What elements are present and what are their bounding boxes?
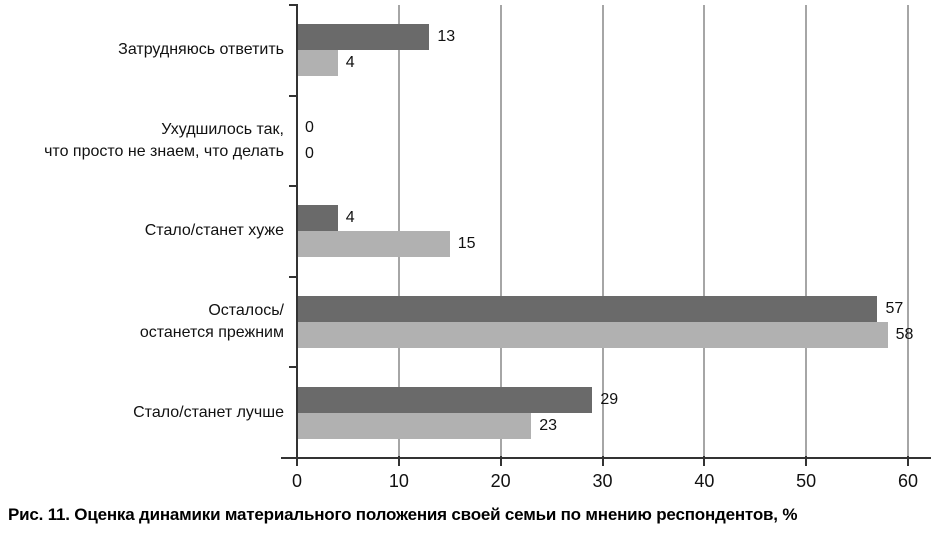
bar-dark-gray <box>297 205 338 231</box>
bar-value-label: 4 <box>345 54 355 72</box>
bar-light-gray <box>297 322 888 348</box>
bar-line <box>297 141 908 167</box>
bar-value-label: 15 <box>457 235 476 253</box>
x-axis-tick <box>805 456 807 466</box>
x-axis-tick <box>703 456 705 466</box>
bar-line <box>297 296 908 322</box>
category-label <box>0 96 297 187</box>
figure-caption: Рис. 11. Оценка динамики материального положения своей семьи по мнению респондентов, % <box>8 505 798 524</box>
x-tick-label: 30 <box>592 471 613 491</box>
category-label-line: останется прежним <box>139 324 284 342</box>
bar-row <box>297 96 908 187</box>
bar-row <box>297 186 908 277</box>
bar-line <box>297 24 908 50</box>
x-tick-label: 50 <box>796 471 817 491</box>
category-label-line: Ухудшилось так, <box>161 120 284 138</box>
bar-value-label: 13 <box>437 28 456 46</box>
x-axis-tick <box>907 456 909 466</box>
bar-line <box>297 205 908 231</box>
y-axis-tick <box>289 4 297 6</box>
x-axis-tick <box>602 456 604 466</box>
plot-area <box>297 5 914 458</box>
bar-value-label: 23 <box>539 416 557 434</box>
category-label <box>0 367 297 458</box>
category-label <box>0 186 297 277</box>
bar-line <box>297 50 908 76</box>
bar-light-gray <box>297 413 531 439</box>
bar-value-label: 0 <box>305 144 314 162</box>
bar-light-gray <box>297 50 338 76</box>
category-label <box>0 277 297 368</box>
bar-dark-gray <box>297 387 592 413</box>
bar-row <box>297 5 908 96</box>
bar-dark-gray <box>297 296 877 322</box>
x-tick-label: 40 <box>694 471 715 491</box>
bar-line <box>297 115 908 141</box>
x-tick-label: 0 <box>291 471 303 491</box>
category-labels <box>0 5 297 458</box>
bar-row <box>297 367 908 458</box>
y-axis-tick <box>289 185 297 187</box>
y-axis-tick <box>289 366 297 368</box>
bar-value-label: 57 <box>885 300 904 318</box>
category-label-line: Стало/станет лучше <box>133 403 284 421</box>
x-tick-label: 60 <box>897 471 919 491</box>
category-label-line: Затрудняюсь ответить <box>118 41 284 59</box>
x-axis-labels <box>291 471 919 495</box>
x-tick-label: 10 <box>388 471 409 491</box>
y-axis-tick <box>289 276 297 278</box>
bar-row <box>297 277 914 368</box>
category-label-line: Осталось/ <box>208 302 284 320</box>
bar-line <box>297 231 908 257</box>
y-axis-ticks <box>289 5 297 458</box>
x-axis-tick <box>398 456 400 466</box>
bar-line <box>297 387 908 413</box>
x-axis-ticks <box>297 456 908 466</box>
bar-line <box>297 322 914 348</box>
bar-light-gray <box>297 231 450 257</box>
bar-value-label: 29 <box>600 390 619 408</box>
x-tick-label: 20 <box>490 471 511 491</box>
category-label-line: что просто не знаем, что делать <box>44 142 284 160</box>
y-axis-tick <box>289 95 297 97</box>
x-axis-tick <box>500 456 502 466</box>
bar-rows <box>297 5 914 458</box>
category-label-line: Стало/станет хуже <box>144 222 284 240</box>
bar-dark-gray <box>297 24 429 50</box>
category-label <box>0 5 297 96</box>
bar-value-label: 0 <box>305 118 314 136</box>
x-axis-tick <box>296 456 298 466</box>
bar-value-label: 4 <box>345 209 355 227</box>
bar-line <box>297 413 908 439</box>
bar-value-label: 58 <box>895 326 914 344</box>
